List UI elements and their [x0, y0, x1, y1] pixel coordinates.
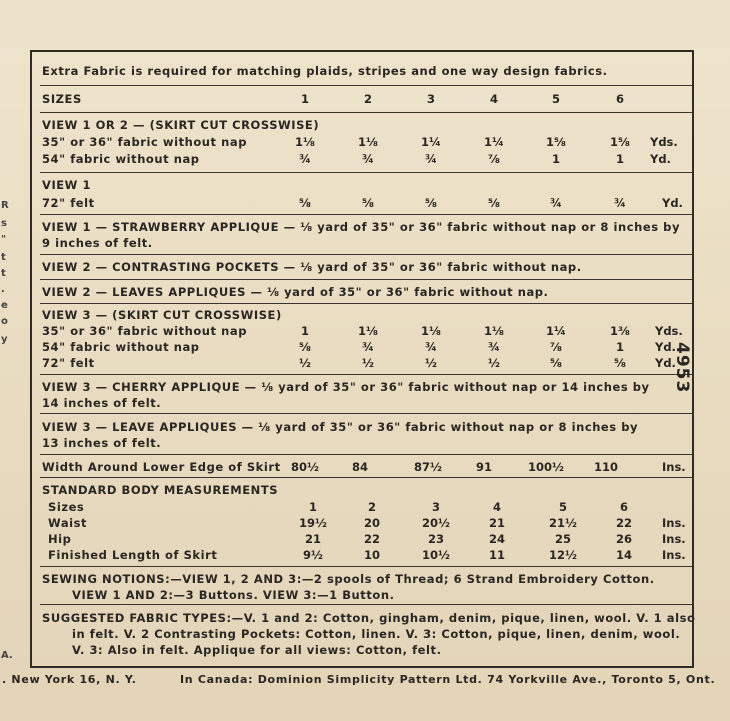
row-label: Waist	[48, 516, 88, 530]
size-column-header: 5	[551, 92, 560, 106]
cell-value: 1⅛	[421, 324, 441, 338]
cell-value: ¾	[299, 152, 311, 166]
cell-value: 1	[551, 152, 560, 166]
unit-label: Ins.	[662, 516, 686, 530]
cell-value: ½	[362, 356, 374, 370]
row-label: 35" or 36" fabric without nap	[42, 135, 247, 149]
contrasting-pockets: VIEW 2 — CONTRASTING POCKETS — ⅛ yard of 35" or 36" fabric without nap.	[42, 260, 582, 274]
cell-value: ⅝	[614, 356, 626, 370]
margin-fragment: R	[1, 200, 9, 211]
cell-value: 3	[431, 500, 440, 514]
unit-label: Yd.	[662, 196, 683, 210]
cherry-applique-line1: VIEW 3 — CHERRY APPLIQUE — ⅛ yard of 35" or 36" fabric without nap or 14 inches by	[42, 380, 650, 394]
row-label: 54" fabric without nap	[42, 340, 200, 354]
cell-value: 6	[619, 500, 628, 514]
strawberry-applique-line2: 9 inches of felt.	[42, 236, 153, 250]
pattern-number: 4953	[672, 342, 692, 394]
cell-value: 91	[475, 460, 492, 474]
row-label: 35" or 36" fabric without nap	[42, 324, 247, 338]
cell-value: 19½	[299, 516, 327, 530]
divider	[40, 172, 692, 173]
margin-fragment: "	[1, 234, 7, 245]
cell-value: ⅝	[488, 196, 500, 210]
footer-canada-address: In Canada: Dominion Simplicity Pattern Ltd. 74 Yorkville Ave., Toronto 5, Ont.	[180, 673, 716, 686]
cell-value: ¾	[425, 340, 437, 354]
row-label: 72" felt	[42, 196, 95, 210]
divider	[40, 254, 692, 255]
margin-fragment: t	[1, 252, 6, 263]
suggested-fabrics-line1: SUGGESTED FABRIC TYPES:—V. 1 and 2: Cotton, gingham, denim, pique, linen, wool. V. 1 also	[42, 611, 696, 625]
row-label: Width Around Lower Edge of Skirt	[42, 460, 281, 474]
size-column-header: 6	[615, 92, 624, 106]
margin-fragment: o	[1, 316, 8, 327]
cell-value: 20½	[422, 516, 450, 530]
suggested-fabrics-line2: in felt. V. 2 Contrasting Pockets: Cotton, linen. V. 3: Cotton, pique, linen, denim, wool.	[72, 627, 681, 641]
margin-fragment: .	[1, 284, 5, 295]
cell-value: ⅝	[299, 340, 311, 354]
top-edge	[0, 0, 730, 48]
suggested-fabrics-line3: V. 3: Also in felt. Applique for all views: Cotton, felt.	[72, 643, 442, 657]
margin-fragment: A.	[1, 650, 13, 661]
divider	[40, 566, 692, 567]
cell-value: 24	[488, 532, 505, 546]
cell-value: ¾	[362, 340, 374, 354]
unit-label: Yd.	[655, 356, 676, 370]
cell-value: 10	[363, 548, 380, 562]
divider	[40, 112, 692, 113]
cell-value: 5	[558, 500, 567, 514]
unit-label: Ins.	[662, 460, 686, 474]
row-label: Sizes	[48, 500, 85, 514]
divider	[40, 604, 692, 605]
size-column-header: 1	[300, 92, 309, 106]
cell-value: 1¼	[421, 135, 441, 149]
cell-value: 2	[367, 500, 376, 514]
unit-label: Yds.	[650, 135, 678, 149]
cell-value: 9½	[303, 548, 323, 562]
view3-title: VIEW 3 — (SKIRT CUT CROSSWISE)	[42, 308, 282, 322]
cell-value: 1⅛	[484, 324, 504, 338]
row-label: Finished Length of Skirt	[48, 548, 218, 562]
cell-value: 1⅜	[610, 324, 630, 338]
cell-value: ⅞	[550, 340, 562, 354]
cell-value: 23	[427, 532, 444, 546]
unit-label: Yds.	[655, 324, 683, 338]
cell-value: 21	[304, 532, 321, 546]
cell-value: 87½	[414, 460, 442, 474]
cell-value: 21	[488, 516, 505, 530]
sewing-notions-line2: VIEW 1 AND 2:—3 Buttons. VIEW 3:—1 Button.	[72, 588, 395, 602]
cell-value: ¾	[425, 152, 437, 166]
unit-label: Yd.	[655, 340, 676, 354]
row-label: 72" felt	[42, 356, 95, 370]
divider	[40, 303, 692, 304]
body-measurements-title: STANDARD BODY MEASUREMENTS	[42, 483, 279, 497]
sizes-label: SIZES	[42, 92, 82, 106]
cell-value: 1⅝	[610, 135, 630, 149]
cell-value: 80½	[291, 460, 319, 474]
cell-value: ⅝	[425, 196, 437, 210]
cell-value: 1⅛	[358, 324, 378, 338]
divider	[40, 413, 692, 414]
cell-value: 25	[554, 532, 571, 546]
strawberry-applique-line1: VIEW 1 — STRAWBERRY APPLIQUE — ⅛ yard of 35" or 36" fabric without nap or 8 inches by	[42, 220, 680, 234]
cell-value: 1⅝	[546, 135, 566, 149]
cell-value: ¾	[362, 152, 374, 166]
cell-value: ½	[488, 356, 500, 370]
cell-value: 1	[615, 340, 624, 354]
size-column-header: 4	[489, 92, 498, 106]
cell-value: 1	[615, 152, 624, 166]
cell-value: 22	[363, 532, 380, 546]
divider	[40, 279, 692, 280]
margin-fragment: y	[1, 334, 8, 345]
unit-label: Yd.	[650, 152, 671, 166]
cell-value: ⅝	[362, 196, 374, 210]
divider	[40, 454, 692, 455]
cell-value: ½	[425, 356, 437, 370]
cell-value: 100½	[528, 460, 564, 474]
cell-value: ⅞	[488, 152, 500, 166]
margin-fragment: t	[1, 268, 6, 279]
leave-appliques-line2: 13 inches of felt.	[42, 436, 162, 450]
unit-label: Ins.	[662, 548, 686, 562]
cell-value: ¾	[550, 196, 562, 210]
cell-value: 21½	[549, 516, 577, 530]
cell-value: 1¼	[546, 324, 566, 338]
cell-value: 26	[615, 532, 632, 546]
unit-label: Ins.	[662, 532, 686, 546]
divider	[40, 85, 692, 86]
view1or2-title: VIEW 1 OR 2 — (SKIRT CUT CROSSWISE)	[42, 118, 320, 132]
cell-value: 4	[492, 500, 501, 514]
leave-appliques-line1: VIEW 3 — LEAVE APPLIQUES — ⅛ yard of 35" or 36" fabric without nap or 8 inches by	[42, 420, 639, 434]
extra-fabric-note: Extra Fabric is required for matching plaids, stripes and one way design fabrics.	[42, 64, 608, 78]
margin-fragment: s	[1, 218, 7, 229]
view2-leaves-appliques: VIEW 2 — LEAVES APPLIQUES — ⅛ yard of 35" or 36" fabric without nap.	[42, 285, 549, 299]
cell-value: 10½	[422, 548, 450, 562]
sewing-notions-line1: SEWING NOTIONS:—VIEW 1, 2 AND 3:—2 spools of Thread; 6 Strand Embroidery Cotton.	[42, 572, 655, 586]
cherry-applique-line2: 14 inches of felt.	[42, 396, 162, 410]
cell-value: 110	[593, 460, 618, 474]
cell-value: 1⅛	[358, 135, 378, 149]
cell-value: 1⅛	[295, 135, 315, 149]
cell-value: ⅝	[550, 356, 562, 370]
cell-value: 1	[300, 324, 309, 338]
cell-value: 1¼	[484, 135, 504, 149]
cell-value: ¾	[614, 196, 626, 210]
row-label: Hip	[48, 532, 72, 546]
size-column-header: 3	[426, 92, 435, 106]
cell-value: 14	[615, 548, 632, 562]
size-column-header: 2	[363, 92, 372, 106]
divider	[40, 477, 692, 478]
cell-value: 12½	[549, 548, 577, 562]
cell-value: ½	[299, 356, 311, 370]
divider	[40, 374, 692, 375]
cell-value: ⅝	[299, 196, 311, 210]
cell-value: 1	[308, 500, 317, 514]
cell-value: 20	[363, 516, 380, 530]
cell-value: 84	[351, 460, 368, 474]
cell-value: ¾	[488, 340, 500, 354]
row-label: 54" fabric without nap	[42, 152, 200, 166]
view1-title: VIEW 1	[42, 178, 92, 192]
footer-new-york: . New York 16, N. Y.	[2, 673, 137, 686]
cell-value: 11	[488, 548, 505, 562]
cell-value: 22	[615, 516, 632, 530]
divider	[40, 214, 692, 215]
margin-fragment: e	[1, 300, 8, 311]
